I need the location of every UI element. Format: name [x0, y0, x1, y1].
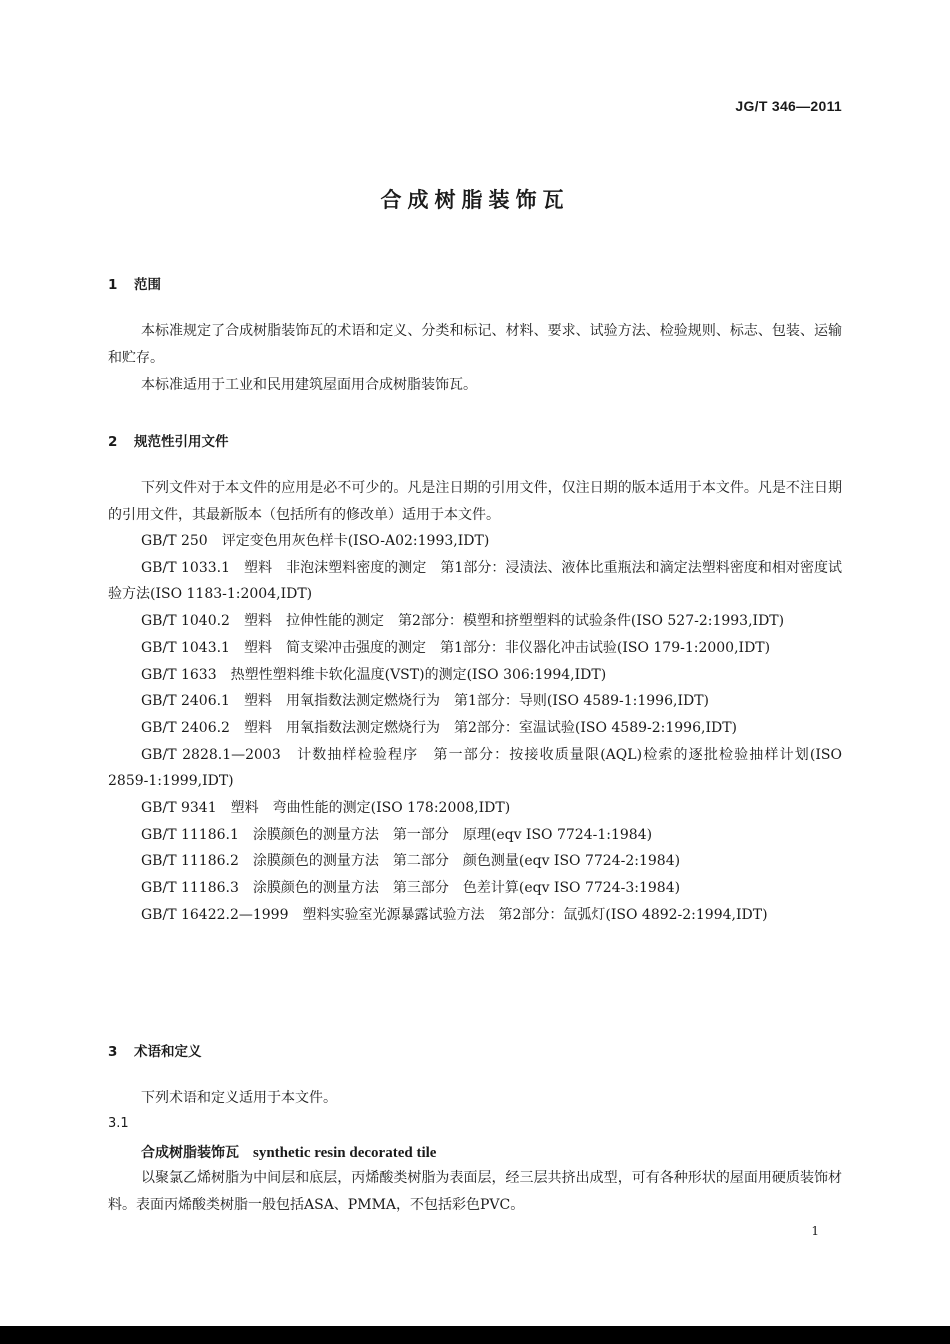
term-entry: [141, 1142, 436, 1162]
term-english: synthetic resin decorated tile: [253, 1145, 437, 1161]
reference-item: GB/T 16422.2—1999 塑料实验室光源暴露试验方法 第2部分：氙弧灯(ISO 4892-2:1994,IDT): [141, 906, 768, 923]
document-title: 合成树脂装饰瓦: [380, 188, 570, 212]
references-intro: 下列文件对于本文件的应用是必不可少的。凡是注日期的引用文件，仅注日期的版本适用于本文件。凡是不注日期的引用文件，其最新版本（包括所有的修改单）适用于本文件。: [108, 480, 842, 523]
standard-code: JG/T 346—2011: [735, 98, 842, 114]
scope-applicability: 本标准适用于工业和民用建筑屋面用合成树脂装饰瓦。: [141, 377, 477, 393]
reference-item: GB/T 1033.1 塑料 非泡沫塑料密度的测定 第1部分：浸渍法、液体比重瓶法和滴定法塑料密度和相对密度试验方法(ISO 1183-1:2004,IDT): [108, 559, 842, 603]
reference-item: GB/T 250 评定变色用灰色样卡(ISO-A02:1993,IDT): [141, 533, 490, 549]
reference-list: [108, 528, 842, 929]
reference-item: GB/T 1043.1 塑料 简支梁冲击强度的测定 第1部分：非仪器化冲击试验(ISO 179-1:2000,IDT): [141, 639, 771, 656]
reference-item: GB/T 1040.2 塑料 拉伸性能的测定 第2部分：模塑和挤塑塑料的试验条件(ISO 527-2:1993,IDT): [141, 613, 785, 630]
reference-item: GB/T 2406.1 塑料 用氧指数法测定燃烧行为 第1部分：导则(ISO 4589-1:1996,IDT): [141, 693, 709, 710]
section-title: 范围: [134, 277, 161, 293]
section-2-heading: [108, 430, 229, 450]
section-1-heading: [108, 273, 161, 293]
reference-item: GB/T 11186.2 涂膜颜色的测量方法 第二部分 颜色测量(eqv ISO 7724-2:1984): [141, 853, 681, 870]
clause-number: 3.1: [108, 1116, 129, 1131]
reference-item: GB/T 2406.2 塑料 用氧指数法测定燃烧行为 第2部分：室温试验(ISO 4589-2:1996,IDT): [141, 719, 737, 736]
section-number: 1: [108, 277, 118, 293]
term-definition: 以聚氯乙烯树脂为中间层和底层，丙烯酸类树脂为表面层，经三层共挤出成型，可有各种形状的屋面用硬质装饰材料。表面丙烯酸类树脂一般包括ASA、PMMA，不包括彩色PVC。: [108, 1170, 842, 1213]
reference-item: GB/T 9341 塑料 弯曲性能的测定(ISO 178:2008,IDT): [141, 800, 511, 817]
scope-paragraph: 本标准规定了合成树脂装饰瓦的术语和定义、分类和标记、材料、要求、试验方法、检验规则、标志、包装、运输和贮存。: [108, 323, 842, 366]
section-title: 术语和定义: [134, 1044, 202, 1060]
reference-item: GB/T 1633 热塑性塑料维卡软化温度(VST)的测定(ISO 306:1994,IDT): [141, 666, 607, 683]
terms-intro: 下列术语和定义适用于本文件。: [141, 1090, 337, 1106]
section-3-heading: [108, 1040, 202, 1060]
term-chinese: 合成树脂装饰瓦: [141, 1145, 239, 1161]
section-title: 规范性引用文件: [134, 434, 229, 450]
section-number: 3: [108, 1044, 118, 1060]
section-number: 2: [108, 434, 118, 450]
reference-item: GB/T 11186.1 涂膜颜色的测量方法 第一部分 原理(eqv ISO 7724-1:1984): [141, 826, 653, 843]
bottom-edge-bar: [0, 1326, 950, 1344]
reference-item: GB/T 2828.1—2003 计数抽样检验程序 第一部分：按接收质量限(AQL)检索的逐批检验抽样计划(ISO 2859-1:1999,IDT): [108, 746, 842, 790]
reference-item: GB/T 11186.3 涂膜颜色的测量方法 第三部分 色差计算(eqv ISO 7724-3:1984): [141, 880, 681, 897]
page-number: 1: [811, 1224, 819, 1238]
